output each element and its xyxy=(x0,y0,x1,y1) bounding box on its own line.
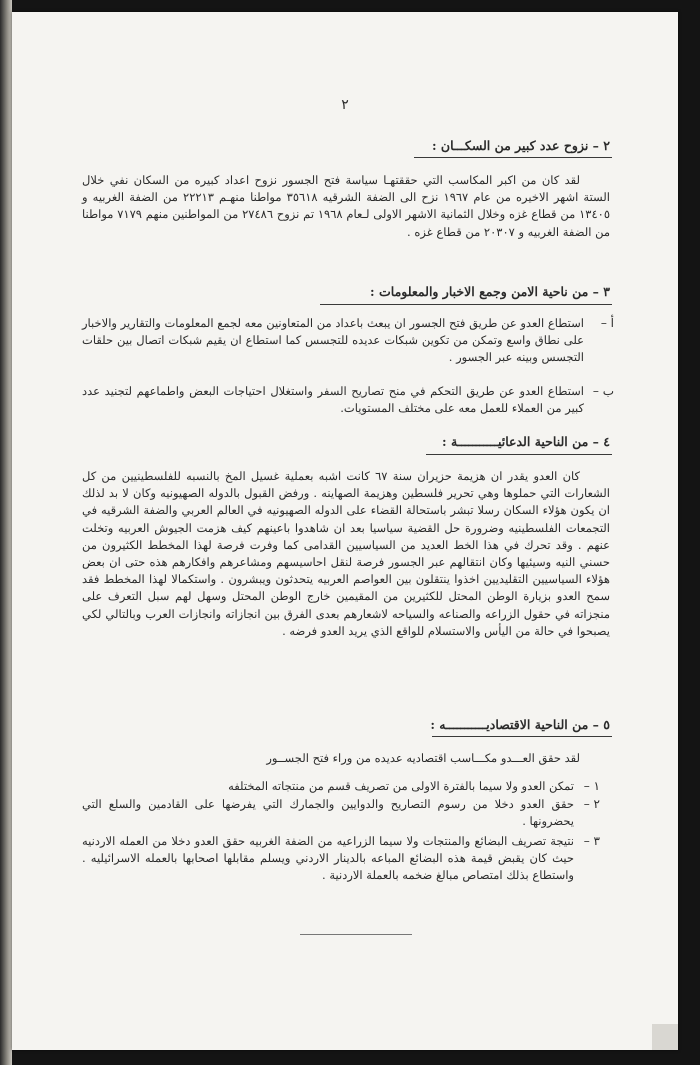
section-5-item-1-marker: ١ – xyxy=(583,779,600,793)
section-3-heading: ٣ – من ناحية الامن وجمع الاخبار والمعلومات : xyxy=(370,284,610,299)
section-5-item-3-text: نتيجة تصريف البضائع والمنتجات ولا سيما الزراعيه من الضفة الغربيه حقق العدو دخلا من العمله الاردنيه حيث كان يقبض قيمة هذه البضائع المباعه بالدينار الاردني ويسلم مقابلها اصحابها بالعمله الاسرائيليه . واستطاع بذلك امتصاص مبالغ ضخمه بالعملة الاردنية . xyxy=(82,834,574,883)
corner-mark xyxy=(652,1024,678,1050)
section-2-text: لقد كان من اكبر المكاسب التي حققتهـا سياسة فتح الجسور نزوح اعداد كبيره من السكان نفي خلال الستة اشهر الاخيره من عام ١٩٦٧ نزح الى الضفة الشرقيه ٣٥٦١٨ مواطنا منهـم ٢٢٢١٣ من الضفة الغربيه و ١٣٤٠٥ من قطاع غزه وخلال الثمانية الاشهر الاولى لـعام ١٩٦٨ تم نزوح ٢٧٤٨٦ من المواطنين منهم ٧١٧٩ مواطنا من الضفة الغربيه و ٢٠٣٠٧ من قطاع غزه . xyxy=(82,173,611,239)
section-4-heading: ٤ – من الناحية الدعائيـــــــــــة : xyxy=(442,434,610,449)
section-5-item-2 xyxy=(82,796,574,830)
section-5-intro xyxy=(82,750,610,767)
section-5-intro-text: لقد حقق العـــدو مكـــاسب اقتصاديه عديده من وراء فتح الجســور xyxy=(266,751,580,765)
section-2-body xyxy=(82,172,610,241)
section-3-item-b-marker: ب – xyxy=(592,384,614,398)
section-5-item-1 xyxy=(82,778,574,795)
section-5-underline xyxy=(432,736,612,737)
end-divider xyxy=(300,934,412,935)
section-5-item-1-text: تمكن العدو ولا سيما بالفترة الاولى من تصريف قسم من منتجاته المختلفه xyxy=(228,779,574,793)
section-4-body xyxy=(82,468,610,640)
document-page xyxy=(12,12,678,1050)
section-5-item-3 xyxy=(82,833,574,885)
section-5-heading: ٥ – من الناحية الاقتصاديـــــــــــه : xyxy=(430,717,610,732)
page-number: ٢ xyxy=(341,97,349,113)
section-3-underline xyxy=(320,304,612,305)
section-3-item-b-text: استطاع العدو عن طريق التحكم في منح تصاريح السفر واستغلال احتياجات البعض واطماعهم لتجنيد عدد كبير من العملاء للعمل معه على مختلف المستويات. xyxy=(82,384,584,416)
section-3-item-a-marker: أ – xyxy=(600,316,614,330)
section-4-underline xyxy=(426,454,612,455)
section-3-item-a xyxy=(82,315,584,367)
section-5-item-2-marker: ٢ – xyxy=(583,797,600,811)
section-3-item-a-text: استطاع العدو عن طريق فتح الجسور ان يبعث باعداد من المتعاونين معه لجمع المعلومات والتقارير والاخبار على نطاق واسع وتمكن من تكوين شبكات عديده للتجسس كما استطاع ان يقيم شبكات اتصال بين حلقات التجسس وبينه عبر الجسور . xyxy=(82,316,584,365)
scan-edge xyxy=(0,0,12,1065)
section-2-underline xyxy=(414,157,612,158)
section-5-item-3-marker: ٣ – xyxy=(583,834,600,848)
section-5-item-2-text: حقق العدو دخلا من رسوم التصاريح والدوايين والجمارك التي يفرضها على القادمين والسلع التي يحضرونها . xyxy=(82,797,574,829)
section-3-item-b xyxy=(82,383,584,417)
section-2-heading: ٢ – نزوح عدد كبير من السكـــان : xyxy=(431,138,610,153)
section-4-text: كان العدو يقدر ان هزيمة حزيران سنة ٦٧ كانت اشبه بعملية غسيل المخ بالنسبه للفلسطينيين من كل الشعارات التي حملوها وهي تحرير فلسطين وهزيمة الصهاينه . ورفض القبول بالدوله الصهيونيه وكان لا بد لذلك ان يكون هؤلاء السكان رسلا تبشر باستحالة القضاء على الدوله الصهيونيه في العالم العربي والضفة الشرقيه في التجمعات الفلسطينيه وضرورة حل القضية سياسيا بعد ان شاهدوا باعينهم كيف هزمت الجيوش العربيه وتخلت عنهم . وقد تحرك في هذا الخط العديد من السياسيين القدامى كما وفرت فرصة لهذا المخطط الكثيرون من حسني النيه وسيئيها وكان انتقالهم عبر الجسور فرصة لنقل احاسيسهم ومشاعرهم وافكارهم هذه حتى ان بعض هؤلاء السياسيين التقليديين اخذوا ينتقلون بين العواصم العربيه يتحدثون ويبشرون . واستكمالا لهذا المخطط فقد سمح العدو بزيارة الوطن المحتل للكثيرين من المقيمين خارج الوطن المحتل وسهل لهم سبل التعرف على منجزاته في حقول الزراعه والصناعه والسياحه لاشعارهم بعدى الفرق بين انجازاته وانجازات العرب وبالتالي لكي يصبحوا في حالة من اليأس والاستسلام للواقع الذي يريد العدو فرضه . xyxy=(82,469,610,638)
